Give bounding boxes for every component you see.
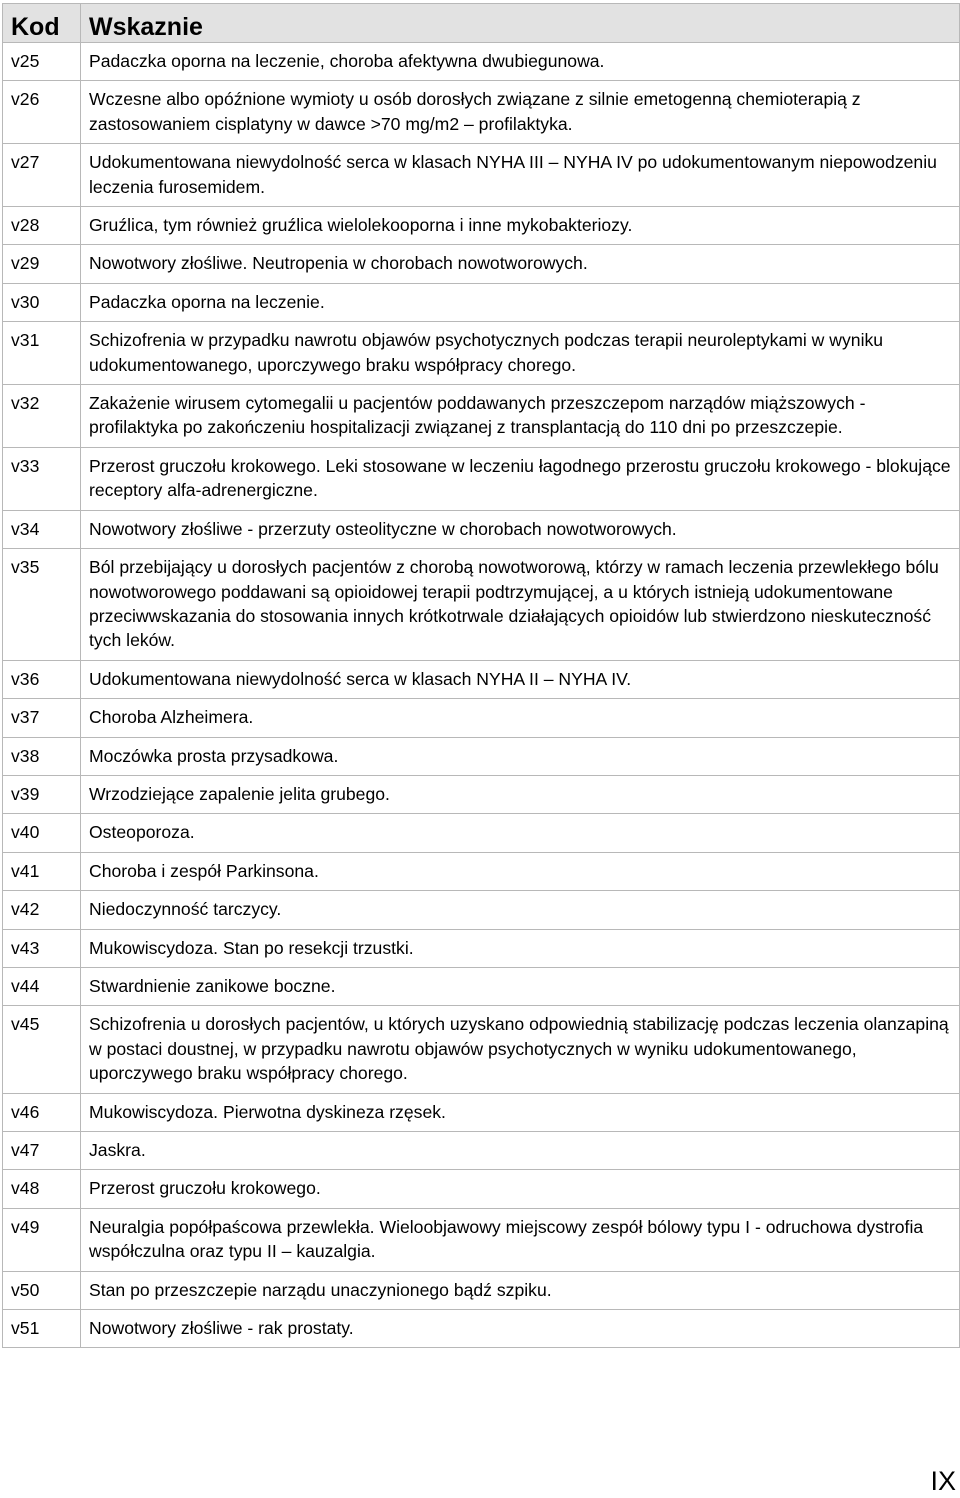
table-row (3, 929, 960, 967)
indications-table (2, 3, 960, 1348)
row-code: v25 (3, 43, 81, 81)
row-code: v48 (3, 1170, 81, 1208)
column-header-indication: Wskaznie (81, 4, 960, 43)
table-row (3, 549, 960, 661)
row-indication: Jaskra. (81, 1132, 960, 1170)
row-code: v51 (3, 1310, 81, 1348)
table-row (3, 510, 960, 548)
row-code: v40 (3, 814, 81, 852)
table-row (3, 1310, 960, 1348)
row-code: v43 (3, 929, 81, 967)
row-code: v38 (3, 737, 81, 775)
table-row (3, 1271, 960, 1309)
row-code: v27 (3, 144, 81, 207)
row-code: v44 (3, 967, 81, 1005)
row-code: v45 (3, 1006, 81, 1093)
row-code: v36 (3, 660, 81, 698)
table-row (3, 775, 960, 813)
table-row (3, 967, 960, 1005)
row-indication: Padaczka oporna na leczenie. (81, 283, 960, 321)
row-code: v29 (3, 245, 81, 283)
row-indication: Schizofrenia u dorosłych pacjentów, u których uzyskano odpowiednią stabilizację podczas leczenia olanzapiną w postaci doustnej, w przypadku nawrotu objawów psychotycznych w wyniku udokumentowanego, uporczywego braku współpracy chorego. (81, 1006, 960, 1093)
table-row (3, 852, 960, 890)
row-indication: Padaczka oporna na leczenie, choroba afektywna dwubiegunowa. (81, 43, 960, 81)
table-row (3, 447, 960, 510)
row-code: v42 (3, 891, 81, 929)
row-code: v41 (3, 852, 81, 890)
row-indication: Moczówka prosta przysadkowa. (81, 737, 960, 775)
row-indication: Schizofrenia w przypadku nawrotu objawów psychotycznych podczas terapii neuroleptykami w wyniku udokumentowanego, uporczywego braku współpracy chorego. (81, 322, 960, 385)
table-row (3, 1006, 960, 1093)
row-indication: Przerost gruczołu krokowego. Leki stosowane w leczeniu łagodnego przerostu gruczołu krokowego - blokujące receptory alfa-adrenergiczne. (81, 447, 960, 510)
row-code: v37 (3, 699, 81, 737)
table-row (3, 207, 960, 245)
row-indication: Wczesne albo opóźnione wymioty u osób dorosłych związane z silnie emetogenną chemioterapią z zastosowaniem cisplatyny w dawce >70 mg/m2 – profilaktyka. (81, 81, 960, 144)
row-indication: Udokumentowana niewydolność serca w klasach NYHA III – NYHA IV po udokumentowanym niepowodzeniu leczenia furosemidem. (81, 144, 960, 207)
row-indication: Gruźlica, tym również gruźlica wielolekooporna i inne mykobakteriozy. (81, 207, 960, 245)
row-indication: Neuralgia popółpaścowa przewlekła. Wieloobjawowy miejscowy zespół bólowy typu I - odruchowa dystrofia współczulna oraz typu II – kauzalgia. (81, 1208, 960, 1271)
table-row (3, 81, 960, 144)
row-indication: Nowotwory złośliwe - przerzuty osteolityczne w chorobach nowotworowych. (81, 510, 960, 548)
row-indication: Wrzodziejące zapalenie jelita grubego. (81, 775, 960, 813)
page-number: IX (930, 1466, 956, 1496)
column-header-code: Kod (3, 4, 81, 43)
table-row (3, 322, 960, 385)
table-row (3, 737, 960, 775)
row-code: v26 (3, 81, 81, 144)
row-indication: Choroba i zespół Parkinsona. (81, 852, 960, 890)
row-code: v35 (3, 549, 81, 661)
table-row (3, 1132, 960, 1170)
row-indication: Osteoporoza. (81, 814, 960, 852)
table-row (3, 699, 960, 737)
row-code: v33 (3, 447, 81, 510)
row-code: v34 (3, 510, 81, 548)
row-indication: Stwardnienie zanikowe boczne. (81, 967, 960, 1005)
row-indication: Niedoczynność tarczycy. (81, 891, 960, 929)
row-code: v50 (3, 1271, 81, 1309)
table-row (3, 1170, 960, 1208)
row-code: v28 (3, 207, 81, 245)
row-code: v47 (3, 1132, 81, 1170)
row-code: v30 (3, 283, 81, 321)
row-code: v46 (3, 1093, 81, 1131)
table-row (3, 245, 960, 283)
table-row (3, 1208, 960, 1271)
table-row (3, 891, 960, 929)
table-row (3, 660, 960, 698)
row-indication: Mukowiscydoza. Stan po resekcji trzustki. (81, 929, 960, 967)
table-row (3, 385, 960, 448)
table-row (3, 814, 960, 852)
row-indication: Nowotwory złośliwe - rak prostaty. (81, 1310, 960, 1348)
row-code: v31 (3, 322, 81, 385)
row-indication: Choroba Alzheimera. (81, 699, 960, 737)
table-body (3, 43, 960, 1348)
row-indication: Nowotwory złośliwe. Neutropenia w chorobach nowotworowych. (81, 245, 960, 283)
row-indication: Mukowiscydoza. Pierwotna dyskineza rzęsek. (81, 1093, 960, 1131)
row-indication: Ból przebijający u dorosłych pacjentów z chorobą nowotworową, którzy w ramach leczenia przewlekłego bólu nowotworowego poddawani są opioidowej terapii podtrzymującej, a u których istnieją udokumentowane przeciwwskazania do stosowania innych krótkotrwale działających opioidów lub stwierdzono nieskuteczność tych leków. (81, 549, 960, 661)
table-row (3, 144, 960, 207)
table-row (3, 43, 960, 81)
row-code: v32 (3, 385, 81, 448)
row-indication: Przerost gruczołu krokowego. (81, 1170, 960, 1208)
table-header-row (3, 4, 960, 43)
row-code: v49 (3, 1208, 81, 1271)
row-indication: Udokumentowana niewydolność serca w klasach NYHA II – NYHA IV. (81, 660, 960, 698)
row-code: v39 (3, 775, 81, 813)
row-indication: Stan po przeszczepie narządu unaczynionego bądź szpiku. (81, 1271, 960, 1309)
table-row (3, 283, 960, 321)
row-indication: Zakażenie wirusem cytomegalii u pacjentów poddawanych przeszczepom narządów miąższowych - profilaktyka po zakończeniu hospitalizacji związanej z transplantacją do 110 dni po przeszczepie. (81, 385, 960, 448)
table-row (3, 1093, 960, 1131)
